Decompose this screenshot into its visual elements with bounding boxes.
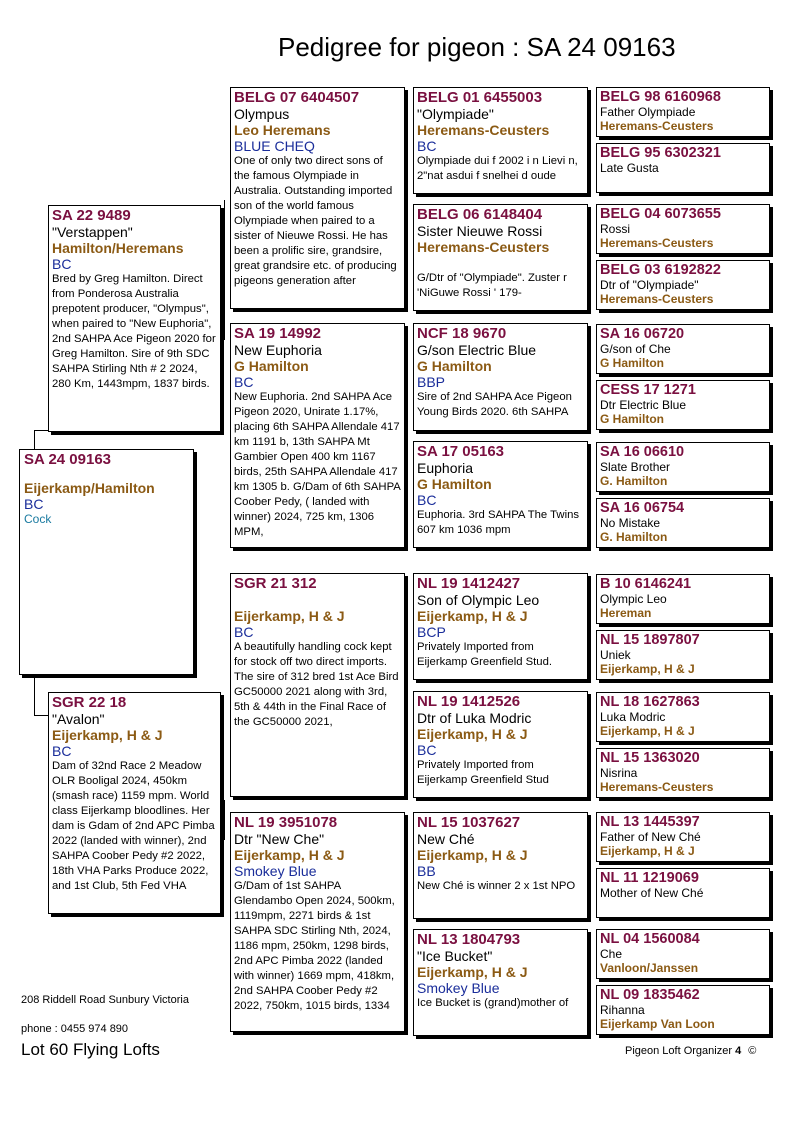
owner: Eijerkamp, H & J — [600, 724, 695, 738]
pigeon-name: "Avalon" — [52, 711, 105, 727]
copyright-icon: © — [748, 1045, 757, 1057]
granddam-paternal-card[interactable] — [230, 323, 405, 548]
owner: Leo Heremans — [234, 122, 331, 138]
owner: G. Hamilton — [600, 530, 668, 544]
ring-number: BELG 06 6148404 — [417, 206, 543, 223]
pigeon-name: Rossi — [600, 222, 631, 236]
owner: Heremans-Ceusters — [417, 239, 550, 255]
owner: Vanloon/Janssen — [600, 961, 699, 975]
color: Smokey Blue — [417, 980, 500, 996]
owner: Heremans-Ceusters — [600, 780, 714, 794]
owner: G Hamilton — [600, 356, 665, 370]
ancestor-card[interactable] — [596, 692, 770, 742]
description: One of only two direct sons of the famous Olympiade in Australia. Outstanding imported son of the world famous Olympiade when paired to a sister of Nieuwe Rossi. He has been a prolific sire, grandsire, great grandsire etc. of producing pigeons generation after — [234, 155, 397, 287]
ring-number: NL 09 1835462 — [600, 987, 700, 1003]
color: BC — [234, 374, 254, 390]
owner: Eijerkamp, H & J — [600, 844, 695, 858]
ring-number: B 10 6146241 — [600, 576, 692, 592]
great-grandparent-card[interactable] — [413, 812, 588, 919]
ring-number: SGR 22 18 — [52, 694, 127, 711]
pigeon-name: Rihanna — [600, 1003, 645, 1017]
owner: G Hamilton — [600, 412, 665, 426]
great-grandparent-card[interactable] — [413, 204, 588, 311]
ancestor-card[interactable] — [596, 87, 770, 137]
description: Bred by Greg Hamilton. Direct from Ponderosa Australia prepotent producer, "Olympus", when paired to "New Euphoria", 2nd SAHPA Ace Pigeon 2020 for Greg Hamilton. Sire of 9th SDC SAHPA Stirling Nth # 2 2024, 280 Km, 1443mpm, 1837 birds. — [52, 273, 216, 390]
ring-number: BELG 04 6073655 — [600, 206, 721, 222]
owner: Eijerkamp, H & J — [417, 847, 528, 863]
software-credit — [625, 1045, 756, 1057]
grandsire-paternal-card[interactable] — [230, 87, 405, 309]
ancestor-card[interactable] — [596, 985, 770, 1035]
color: BCP — [417, 624, 446, 640]
description: G/Dtr of "Olympiade". Zuster r 'NiGuwe Rossi ' 179- — [417, 272, 567, 299]
connector-line — [34, 675, 35, 715]
ring-number: SA 19 14992 — [234, 325, 322, 342]
great-grandparent-card[interactable] — [413, 929, 588, 1036]
pigeon-name: Olympic Leo — [600, 592, 667, 606]
ring-number: SA 24 09163 — [24, 451, 112, 468]
color: BC — [24, 496, 44, 512]
ancestor-card[interactable] — [596, 380, 770, 430]
description: Euphoria. 3rd SAHPA The Twins 607 km 1036 mpm — [417, 509, 580, 536]
color: BC — [417, 138, 437, 154]
description: Privately Imported from Eijerkamp Greenfield Stud. — [417, 641, 553, 668]
connector-line — [224, 200, 225, 340]
pigeon-name: Uniek — [600, 648, 631, 662]
ring-number: SA 17 05163 — [417, 443, 505, 460]
ring-number: BELG 95 6302321 — [600, 145, 721, 161]
ancestor-card[interactable] — [596, 498, 770, 548]
color: BC — [417, 742, 437, 758]
owner: Heremans-Ceusters — [600, 236, 714, 250]
owner: Eijerkamp, H & J — [417, 964, 528, 980]
ring-number: NL 19 1412427 — [417, 575, 521, 592]
ancestor-card[interactable] — [596, 929, 770, 979]
owner: Eijerkamp, H & J — [234, 847, 345, 863]
color: Smokey Blue — [234, 863, 317, 879]
ring-number: NL 19 3951078 — [234, 814, 338, 831]
color: BC — [417, 492, 437, 508]
phone: phone : 0455 974 890 — [21, 1023, 129, 1035]
ancestor-card[interactable] — [596, 748, 770, 798]
software-name: Pigeon Loft Organizer — [625, 1045, 733, 1057]
owner: Heremans-Ceusters — [600, 292, 714, 306]
sire-card[interactable] — [48, 205, 221, 432]
pigeon-name: Son of Olympic Leo — [417, 592, 540, 608]
owner: Eijerkamp/Hamilton — [24, 480, 155, 496]
owner: G. Hamilton — [600, 474, 668, 488]
pigeon-name: Dtr of "Olympiade" — [600, 278, 699, 292]
ring-number: SGR 21 312 — [234, 575, 317, 592]
owner: G Hamilton — [234, 358, 309, 374]
dam-card[interactable] — [48, 692, 221, 914]
owner: G Hamilton — [417, 476, 492, 492]
ring-number: SA 16 06720 — [600, 326, 685, 342]
connector-line — [34, 430, 35, 450]
color: BLUE CHEQ — [234, 138, 315, 154]
pigeon-name: "Verstappen" — [52, 224, 133, 240]
connector-line — [224, 800, 225, 840]
pigeon-name: Father of New Ché — [600, 830, 701, 844]
pigeon-name: Late Gusta — [600, 161, 659, 175]
description: G/Dam of 1st SAHPA Glendambo Open 2024, 500km, 1119mpm, 2271 birds & 1st SAHPA SDC Stirling Nth, 2024, 1186 mpm, 250km, 1298 birds, 2nd APC Pimba 2022 (landed with winner) 1669 mpm, 418km, 2nd SAHPA Coober Pedy #2 2022, 750km, 1015 birds, 1334 — [234, 880, 395, 1012]
description: Privately Imported from Eijerkamp Greenfield Stud — [417, 759, 549, 786]
owner: Hereman — [600, 606, 652, 620]
ring-number: BELG 07 6404507 — [234, 89, 360, 106]
owner: Eijerkamp, H & J — [52, 727, 163, 743]
ring-number: SA 16 06754 — [600, 500, 685, 516]
pigeon-name: Euphoria — [417, 460, 474, 476]
pigeon-name: Dtr of Luka Modric — [417, 710, 532, 726]
subject-pigeon-card[interactable] — [19, 449, 194, 675]
grandsire-maternal-card[interactable] — [230, 573, 405, 797]
ancestor-card[interactable] — [596, 630, 770, 680]
address: 208 Riddell Road Sunbury Victoria — [21, 994, 189, 1006]
ring-number: NL 11 1219069 — [600, 870, 699, 886]
pigeon-name: No Mistake — [600, 516, 661, 530]
color: BC — [52, 743, 72, 759]
ancestor-card[interactable] — [596, 868, 770, 918]
color: BC — [52, 256, 72, 272]
owner: Eijerkamp Van Loon — [600, 1017, 715, 1031]
pigeon-name: Dtr Electric Blue — [600, 398, 687, 412]
ancestor-card[interactable] — [596, 260, 770, 310]
owner: Eijerkamp, H & J — [600, 662, 695, 676]
description: Olympiade dui f 2002 i n Lievi n, 2"nat asdui f snelhei d oude — [417, 155, 578, 182]
description: Ice Bucket is (grand)mother of — [417, 997, 569, 1009]
pigeon-name: Nisrina — [600, 766, 638, 780]
ring-number: BELG 03 6192822 — [600, 262, 721, 278]
pigeon-name: "Ice Bucket" — [417, 948, 493, 964]
pigeon-name: Luka Modric — [600, 710, 666, 724]
pigeon-name: Che — [600, 947, 623, 961]
ancestor-card[interactable] — [596, 442, 770, 492]
ring-number: SA 22 9489 — [52, 207, 131, 224]
page-title: Pedigree for pigeon : SA 24 09163 — [278, 32, 676, 62]
ring-number: SA 16 06610 — [600, 444, 685, 460]
software-version: 4 — [735, 1045, 742, 1057]
ring-number: BELG 98 6160968 — [600, 89, 721, 105]
ring-number: NL 18 1627863 — [600, 694, 700, 710]
ancestor-card[interactable] — [596, 204, 770, 254]
ring-number: NL 13 1804793 — [417, 931, 521, 948]
color: BBP — [417, 374, 446, 390]
owner: Eijerkamp, H & J — [417, 726, 528, 742]
sex: Cock — [24, 512, 52, 526]
owner: G Hamilton — [417, 358, 492, 374]
description: New Euphoria. 2nd SAHPA Ace Pigeon 2020, Unirate 1.17%, placing 6th SAHPA Allendale 417 km 1191 b, 13th SAHPA Mt Gambier Open 400 km 1167 birds, 25th SAHPA Allendale 417 km 1305 b. G/Dam of 6th SAHPA Coober Pedy, ( landed with winner) 2024, 725 km, 1306 MPM, — [234, 391, 401, 538]
description: New Ché is winner 2 x 1st NPO — [417, 880, 576, 892]
ring-number: NL 13 1445397 — [600, 814, 700, 830]
owner: Eijerkamp, H & J — [234, 608, 345, 624]
pigeon-name: New Ché — [417, 831, 475, 847]
owner: Hamilton/Heremans — [52, 240, 184, 256]
great-grandparent-card[interactable] — [413, 573, 588, 680]
pigeon-name: G/son Electric Blue — [417, 342, 537, 358]
description: Dam of 32nd Race 2 Meadow OLR Booligal 2024, 450km (smash race) 1159 mpm. World class Eijerkamp bloodlines. Her dam is Gdam of 2nd APC Pimba 2022 (landed with winner), 2nd SAHPA Coober Pedy #2 2022, 18th VHA Parks Produce 2022, and 1st Club, 5th Fed VHA — [52, 760, 215, 892]
granddam-maternal-card[interactable] — [230, 812, 405, 1032]
pigeon-name: New Euphoria — [234, 342, 322, 358]
pigeon-name: Sister Nieuwe Rossi — [417, 223, 543, 239]
color — [417, 255, 584, 271]
ancestor-card[interactable] — [596, 574, 770, 624]
great-grandparent-card[interactable] — [413, 691, 588, 798]
great-grandparent-card[interactable] — [413, 87, 588, 194]
color: BB — [417, 863, 436, 879]
pigeon-name: Father Olympiade — [600, 105, 696, 119]
ring-number: NL 15 1037627 — [417, 814, 521, 831]
description: A beautifully handling cock kept for stock off two direct imports. The sire of 312 bred 1st Ace Bird GC50000 2021 along with 3rd, 5th & 44th in the Final Race of the GC50000 2021, — [234, 641, 399, 728]
pigeon-name: G/son of Che — [600, 342, 671, 356]
great-grandparent-card[interactable] — [413, 441, 588, 548]
ring-number: NL 19 1412526 — [417, 693, 521, 710]
pigeon-name: Slate Brother — [600, 460, 671, 474]
connector-line — [34, 715, 48, 716]
owner: Eijerkamp, H & J — [417, 608, 528, 624]
pigeon-name: Olympus — [234, 106, 290, 122]
owner: Heremans-Ceusters — [600, 119, 714, 133]
description: Sire of 2nd SAHPA Ace Pigeon Young Birds 2020. 6th SAHPA — [417, 391, 572, 418]
connector-line — [34, 430, 48, 431]
great-grandparent-card[interactable] — [413, 323, 588, 431]
ring-number: BELG 01 6455003 — [417, 89, 543, 106]
ancestor-card[interactable] — [596, 143, 770, 193]
loft-name: Lot 60 Flying Lofts — [21, 1040, 160, 1059]
pigeon-name — [234, 592, 401, 608]
pigeon-name: Dtr "New Che" — [234, 831, 325, 847]
ring-number: CESS 17 1271 — [600, 382, 696, 398]
owner: Heremans-Ceusters — [417, 122, 550, 138]
ancestor-card[interactable] — [596, 324, 770, 374]
ring-number: NL 15 1363020 — [600, 750, 700, 766]
ancestor-card[interactable] — [596, 812, 770, 862]
ring-number: NCF 18 9670 — [417, 325, 507, 342]
color: BC — [234, 624, 254, 640]
ring-number: NL 04 1560084 — [600, 931, 700, 947]
ring-number: NL 15 1897807 — [600, 632, 700, 648]
pigeon-name: Mother of New Ché — [600, 886, 704, 900]
pigeon-name: "Olympiade" — [417, 106, 494, 122]
